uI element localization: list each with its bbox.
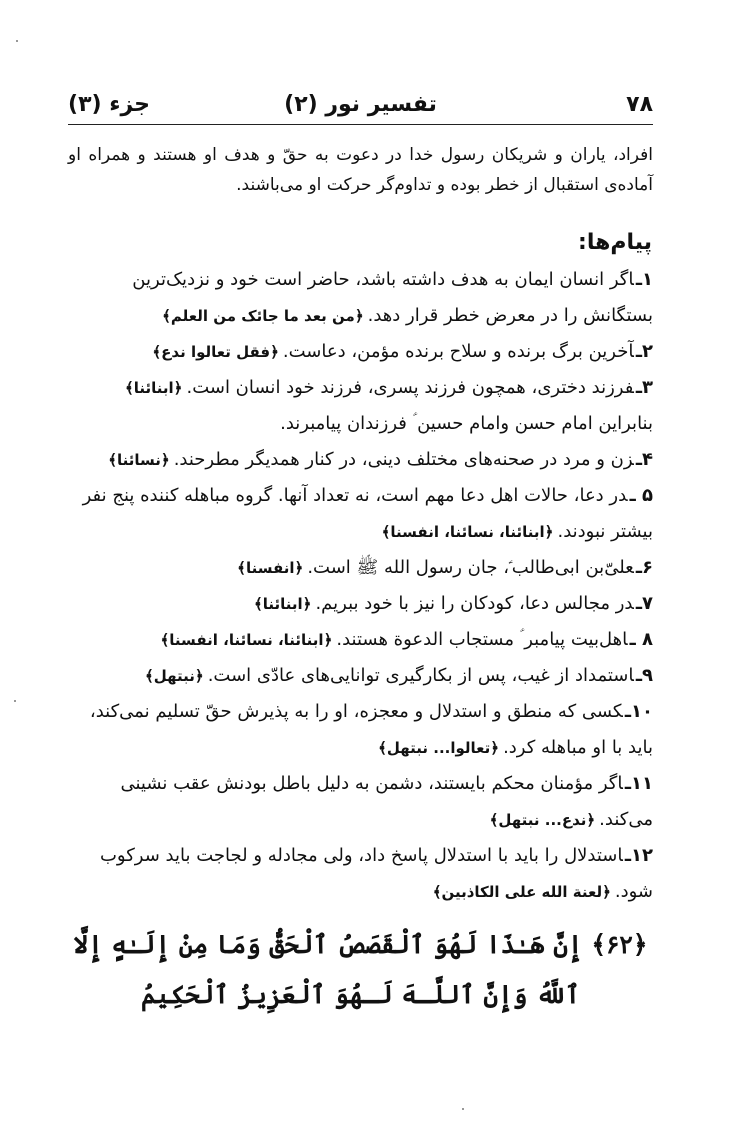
- message-item: ۲ـآخرین برگ برنده و سلاح برنده مؤمن، دعاست.﴿فقل تعالوا ندع﴾: [152, 341, 653, 362]
- scan-speck: [16, 40, 18, 42]
- page-number: ۷۸: [626, 92, 653, 117]
- part-label: جزء (۳): [68, 92, 151, 117]
- message-item: ۱۰ـکسی که منطق و استدلال و معجزه، او را به پذیرش حقّ تسلیم نمی‌کند، باید با او مباهله کرد.﴿تعالوا... نبتهل﴾: [89, 701, 653, 758]
- page-header: [68, 88, 653, 125]
- message-item: ۷ـدر مجالس دعا، کودکان را نیز با خود ببریم.﴿ابنائنا﴾: [253, 593, 653, 614]
- message-item: ۹ـاستمداد از غیب، پس از بکارگیری توانایی‌های عادّی است.﴿نبتهل﴾: [144, 665, 653, 686]
- message-item: ۱ـاگر انسان ایمان به هدف داشته باشد، حاضر است خود و نزدیک‌ترین بستگانش را در معرض خطر قرار دهد.﴿من بعد ما جائک من العلم﴾: [132, 269, 653, 326]
- messages-heading: پیام‌ها:: [578, 230, 652, 255]
- quran-verse: [68, 920, 653, 1020]
- verse-number: ﴿۶۲﴾: [591, 930, 648, 959]
- message-item: ۶ـعلیّ‌بن ابی‌طالب ؑ، جان رسول الله ﷺ است.﴿انفسنا﴾: [237, 557, 653, 578]
- message-item: ۴ـزن و مرد در صحنه‌های مختلف دینی، در کنار همدیگر مطرحند.﴿نسائنا﴾: [108, 449, 653, 470]
- messages-list: [68, 262, 653, 910]
- book-title: تفسیر نور (۲): [284, 92, 437, 117]
- intro-paragraph: افراد، یاران و شریکان رسول خدا در دعوت به حقّ و هدف او هستند و همراه او آماده‌ی استقبال از خطر بوده و تداوم‌گر حرکت او می‌باشند.: [68, 145, 653, 195]
- message-item: ۱۱ـاگر مؤمنان محکم بایستند، دشمن به دلیل باطل بودنش عقب نشینی می‌کند.﴿ندع... نبتهل﴾: [120, 773, 653, 830]
- message-item: ۸ ـاهل‌بیت پیامبر ؑ مستجاب الدعوة هستند.﴿ابنائنا، نسائنا، انفسنا﴾: [160, 629, 653, 650]
- verse-text: إِنَّ هَـٰذَا لَهُوَ ٱلْقَصَصُ ٱلْحَقُّ وَمَا مِنْ إِلَـٰهٍ إِلَّا ٱللَّهُ وَإِنَّ ٱللَّـهَ لَـهُوَ ٱلْعَزِيزُ ٱلْحَكِيمُ: [73, 930, 583, 1009]
- message-item: ۵ ـدر دعا، حالات اهل دعا مهم است، نه تعداد آنها. گروه مباهله کننده پنج نفر بیشتر نبودند.﴿ابنائنا، نسائنا، انفسنا﴾: [82, 485, 653, 542]
- message-item: ۳ـفرزند دختری، همچون فرزند پسری، فرزند خود انسان است.﴿ابنائنا﴾ بنابراین امام حسن وامام حسین ؑ فرزندان پیامبرند.: [124, 377, 653, 434]
- message-item: ۱۲ـاستدلال را باید با استدلال پاسخ داد، ولی مجادله و لجاجت باید سرکوب شود.﴿لعنة الله علی الکاذبین﴾: [99, 845, 653, 902]
- scan-speck: [14, 700, 16, 702]
- scan-speck: [462, 1108, 464, 1110]
